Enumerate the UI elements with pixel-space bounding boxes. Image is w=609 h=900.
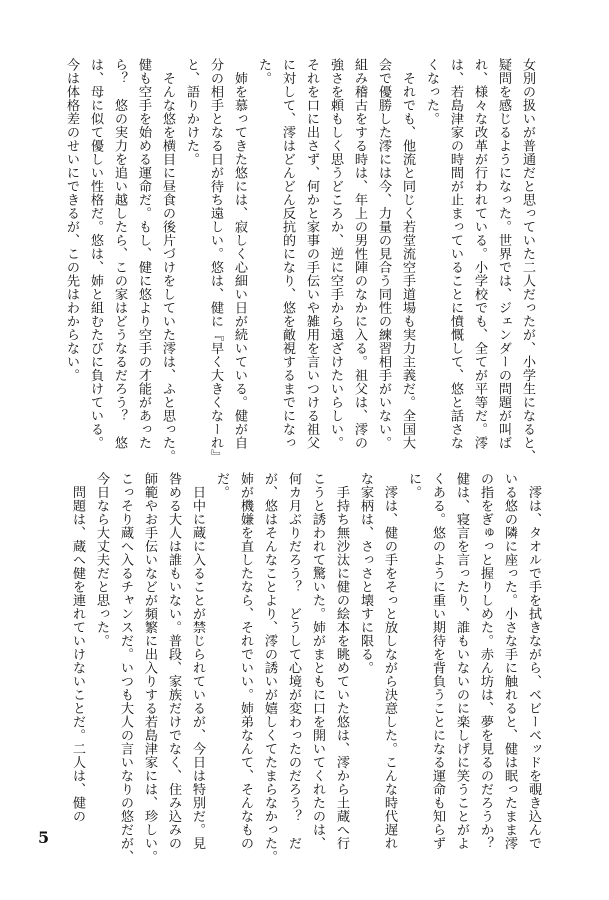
text-line: 澪は、タオルで手を拭きながら、ベビーベッドを覗き込んで xyxy=(526,472,541,850)
text-line: 分の相手となる日が待ち遠しい。悠は、健に『早く大きくなーれ』 xyxy=(208,58,223,463)
text-line: ら？ 悠の実力を追い越したら、この家はどうなるだろう？ 悠 xyxy=(112,58,127,450)
text-line: な家柄は、さっさと壊すに限る。 xyxy=(358,472,373,675)
text-line: 強さを頼もしく思うどころか、逆に空手から遠ざけたいらしい。 xyxy=(328,58,343,450)
text-line: こうと誘われて驚いた。姉がまともに口を開いてくれたのは、 xyxy=(310,472,325,850)
text-line: れ、様々な改革が行われている。小学校でも、全てが平等だ。澪 xyxy=(472,58,487,450)
text-line: に対して、澪はどんどん反抗的になり、悠を敵視するまでになっ xyxy=(280,58,295,450)
text-line: 手持ち無沙汰に健の絵本を眺めていた悠は、澪から土蔵へ行 xyxy=(334,472,349,850)
text-line: の指をぎゅっと握りしめた。赤ん坊は、夢を見るのだろうか？ xyxy=(478,472,493,850)
text-line: いる悠の隣に座った。小さな手に触れると、健は眠ったまま澪 xyxy=(502,472,517,850)
text-line: 今日なら大丈夫だと思った。 xyxy=(94,472,109,648)
text-line: くある。悠のように重い期待を背負うことになる運命も知らず xyxy=(430,472,445,850)
text-line: た。 xyxy=(256,58,271,85)
text-line: 健も空手を始める運命だ。もし、健に悠より空手の才能があった xyxy=(136,58,151,450)
text-line: 女別の扱いが普通だと思っていた二人だったが、小学生になると、 xyxy=(520,58,535,463)
text-line: 問題は、蔵へ健を連れていけないことだ。二人は、健の xyxy=(70,472,85,823)
text-line: 姉が機嫌を直したなら、それでいい。姉弟なんて、そんなもの xyxy=(238,472,253,850)
text-line: 会で優勝した澪には今、力量の見合う同性の練習相手がいない。 xyxy=(376,58,391,450)
text-line: それでも、他流と同じく若堂流空手道場も実力主義だ。全国大 xyxy=(400,58,415,450)
text-line: そんな悠を横目に昼食の後片づけをしていた澪は、ふと思った。 xyxy=(160,58,175,463)
text-line: 健は、寝言を言ったり、誰もいないのに楽しげに笑うことがよ xyxy=(454,472,469,850)
text-line: に。 xyxy=(406,472,421,499)
text-line: は、母に似て優しい性格だ。悠は、姉と組むたびに負けている。 xyxy=(88,58,103,450)
text-line: こっそり蔵へ入るチャンスだ。いつも大人の言いなりの悠だが、 xyxy=(118,472,133,864)
top-text-block xyxy=(64,58,539,463)
text-line: それを口に出さず、何かと家事の手伝いや雑用を言いつける祖父 xyxy=(304,58,319,450)
text-line: 組み稽古をする時は、年上の男性陣のなかに入る。祖父は、澪の xyxy=(352,58,367,450)
text-line: 姉を慕ってきた悠には、寂しく心細い日が続いている。健が自 xyxy=(232,58,247,450)
text-line: 何カ月ぶりだろう？ どうして心境が変わったのだろう？ だ xyxy=(286,472,301,850)
text-line: だ。 xyxy=(214,472,229,499)
text-line: 疑問を感じるようになった。世界では、ジェンダーの問題が叫ば xyxy=(496,58,511,450)
text-line: は、若島津家の時間が止まっていることに憤慨して、悠と話さな xyxy=(448,58,463,450)
page-number: 5 xyxy=(38,828,50,847)
text-line: が、悠はそんなことより、澪の誘いが嬉しくてたまらなかった。 xyxy=(262,472,277,864)
text-line: 師範やお手伝いなどが頻繁に出入りする若島津家には、珍しい。 xyxy=(142,472,157,864)
text-line: 今は体格差のせいにできるが、この先はわからない。 xyxy=(64,58,79,382)
text-line: と、語りかけた。 xyxy=(184,58,199,166)
text-line: 咎める大人は誰もいない。普段、家族だけでなく、住み込みの xyxy=(166,472,181,850)
text-line: くなった。 xyxy=(424,58,439,126)
bottom-text-block xyxy=(55,472,545,864)
text-line: 日中に蔵に入ることが禁じられているが、今日は特別だ。見 xyxy=(190,472,205,850)
text-line: 澪は、健の手をそっと放しながら決意した。こんな時代遅れ xyxy=(382,472,397,850)
